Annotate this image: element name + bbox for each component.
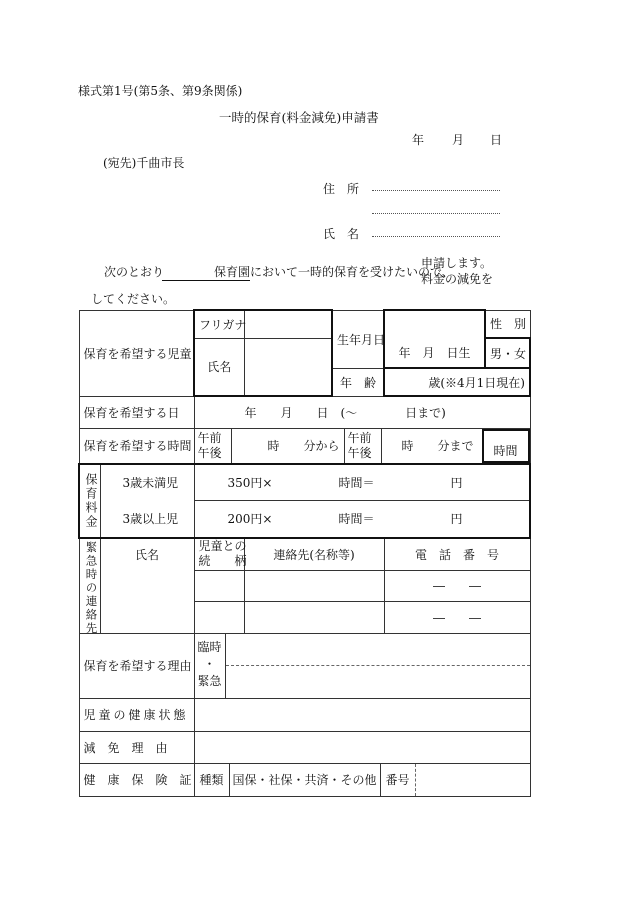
exemption-label: 減 免 理 由 [79,731,194,763]
reason-field[interactable] [194,633,530,698]
intro-middle: において一時的保育を受けたいので、 [250,265,454,279]
fee-price-2: 200円× [227,512,273,527]
form-title: 一時的保育(料金減免)申請書 [219,110,379,125]
insurance-options[interactable]: 国保・社保・共済・その他 [230,764,381,796]
sex-label: 性 別 [485,310,530,338]
insurance-field[interactable] [194,763,530,796]
intro-right-top: 申請します。 [421,256,493,270]
facility-name: 保育園 [213,265,250,279]
applicant-name-line[interactable] [372,236,500,237]
em-name-label: 氏名 [134,548,159,562]
insurance-type-label: 種類 [195,764,230,796]
reason-divider [226,665,530,666]
date-label: 保育を希望する日 [79,396,194,428]
date-day: 日 [490,133,503,147]
fee-row-2[interactable] [122,501,530,538]
em-phone-dash-1: ― ― [432,579,481,594]
fee-label: 保育料金 [80,465,101,537]
em-phone-header: 電 話 番 号 [384,538,530,571]
fee-age-1: 3歳未満児 [122,475,179,490]
addressee: (宛先)千曲市長 [103,156,185,170]
emergency-label-cell [79,538,194,634]
fee-yen-1: 円 [450,475,463,490]
em-name-header [101,539,194,633]
address-label: 住 所 [323,182,360,196]
health-label: 児童の健康状態 [79,698,194,731]
child-label: 保育を希望する児童 [79,310,194,396]
reason-label: 保育を希望する理由 [79,633,194,698]
insurance-number-field[interactable] [416,764,530,796]
intro-prefix: 次のとおり [104,265,165,279]
furigana-label: フリガナ [194,310,244,338]
em-contact-2[interactable] [244,601,384,633]
em-phone-1[interactable] [384,570,530,601]
furigana-field[interactable] [244,310,332,338]
fee-time-1: 時間＝ [338,475,375,490]
date-value: 年 月 日 (～ 日まで) [244,405,446,420]
exemption-field[interactable] [194,731,530,763]
facility-field[interactable] [162,263,250,281]
application-table [78,309,531,797]
time-field[interactable] [194,428,530,464]
date-field[interactable] [194,396,530,428]
ampm-from[interactable]: 午前 午後 [195,429,232,463]
em-relation-1[interactable] [194,570,244,601]
child-name-field[interactable] [244,338,332,396]
name-cell-label: 氏名 [194,338,244,396]
em-contact-1[interactable] [244,570,384,601]
em-phone-dash-2: ― ― [432,610,481,625]
time-label: 保育を希望する時間 [79,428,194,464]
ampm-to[interactable]: 午前 午後 [345,429,382,463]
address-line-2[interactable] [372,213,500,214]
em-relation-header: 児童との 続 柄 [194,538,244,571]
time-to: 時 分まで [401,439,474,453]
date-month: 月 [452,133,465,147]
sex-value[interactable]: 男・女 [485,338,530,368]
intro-line2: してください。 [91,292,176,306]
birth-field[interactable] [384,310,485,368]
hours-label: 時間 [493,443,518,458]
date-year: 年 [412,133,425,147]
fee-row-1[interactable] [122,464,530,501]
fee-time-2: 時間＝ [338,512,375,527]
reason-type: 臨時 ・ 緊急 [195,634,226,698]
em-phone-2[interactable] [384,601,530,633]
health-field[interactable] [194,698,530,731]
age-label: 年 齢 [332,368,384,396]
age-value: 歳(※4月1日現在) [428,375,525,390]
emergency-label: 緊急時の連絡先 [80,539,101,633]
em-contact-header: 連絡先(名称等) [244,538,384,571]
name-label: 氏 名 [323,227,360,241]
fee-age-2: 3歳以上児 [122,512,179,527]
insurance-label: 健 康 保 険 証 [79,763,194,796]
intro-right-bottom: 料金の減免を [421,272,494,286]
address-line-1[interactable] [372,190,500,191]
time-from: 時 分から [232,429,345,463]
em-relation-2[interactable] [194,601,244,633]
fee-price-1: 350円× [227,475,273,490]
form-number: 様式第1号(第5条、第9条関係) [78,84,243,98]
reason-input[interactable] [226,634,530,698]
birth-value: 年 月 日生 [398,346,471,360]
fee-yen-2: 円 [450,512,463,527]
birth-label: 生年月日 [332,310,384,368]
insurance-number-label: 番号 [381,764,416,796]
hours-field[interactable] [482,429,530,463]
age-field[interactable] [384,368,530,396]
